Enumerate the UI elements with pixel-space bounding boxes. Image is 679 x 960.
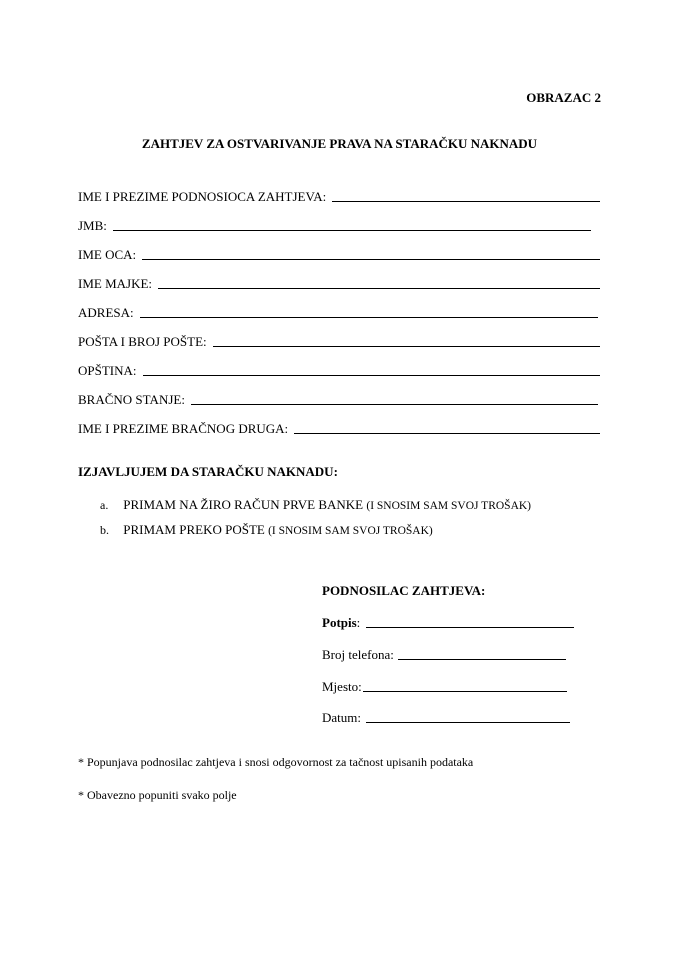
mother-name-field xyxy=(78,274,600,292)
municipality-label: OPŠTINA: xyxy=(78,363,137,378)
footnote-responsibility: * Popunjava podnosilac zahtjeva i snosi odgovornost za tačnost upisanih podataka xyxy=(78,755,474,769)
mother-name-input-line[interactable] xyxy=(158,287,600,289)
address-input-line[interactable] xyxy=(140,316,598,318)
declaration-heading: IZJAVLJUJEM DA STARAČKU NAKNADU: xyxy=(78,464,338,479)
option-bank-account[interactable] xyxy=(100,497,531,513)
spouse-name-label: IME I PREZIME BRAČNOG DRUGA: xyxy=(78,421,289,436)
phone-field xyxy=(322,645,566,663)
option-b-text: PRIMAM PREKO POŠTE xyxy=(123,522,265,537)
option-b-note: (I SNOSIM SAM SVOJ TROŠAK) xyxy=(268,525,433,537)
applicant-name-label: IME I PREZIME PODNOSIOCA ZAHTJEVA: xyxy=(78,189,327,204)
jmb-input-line[interactable] xyxy=(113,229,591,231)
jmb-field xyxy=(78,216,591,234)
phone-input-line[interactable] xyxy=(398,658,566,660)
address-field xyxy=(78,303,598,321)
municipality-field xyxy=(78,361,600,379)
municipality-input-line[interactable] xyxy=(143,374,600,376)
father-name-label: IME OCA: xyxy=(78,247,137,262)
place-field xyxy=(322,677,567,695)
date-field xyxy=(322,708,570,726)
option-a-text: PRIMAM NA ŽIRO RAČUN PRVE BANKE xyxy=(123,497,364,512)
place-input-line[interactable] xyxy=(363,690,567,692)
father-name-field xyxy=(78,245,600,263)
spouse-name-field xyxy=(78,419,600,437)
applicant-name-field xyxy=(78,187,600,205)
option-a-note: (I SNOSIM SAM SVOJ TROŠAK) xyxy=(366,500,532,512)
footnote-mandatory: * Obavezno popuniti svako polje xyxy=(78,788,237,802)
jmb-label: JMB: xyxy=(78,218,107,233)
option-b-marker: b. xyxy=(100,523,109,537)
option-a-marker: a. xyxy=(100,498,109,512)
signature-input-line[interactable] xyxy=(366,626,574,628)
address-label: ADRESA: xyxy=(78,305,134,320)
applicant-name-input-line[interactable] xyxy=(332,200,600,202)
place-label: Mjesto: xyxy=(322,679,362,694)
mother-name-label: IME MAJKE: xyxy=(78,276,153,291)
post-office-field xyxy=(78,332,600,350)
phone-label: Broj telefona: xyxy=(322,647,394,662)
date-label: Datum: xyxy=(322,710,361,725)
date-input-line[interactable] xyxy=(366,721,570,723)
signature-field xyxy=(322,613,574,631)
father-name-input-line[interactable] xyxy=(142,258,600,260)
post-office-label: POŠTA I BROJ POŠTE: xyxy=(78,334,207,349)
page-title: ZAHTJEV ZA OSTVARIVANJE PRAVA NA STARAČKU NAKNADU xyxy=(141,136,538,151)
option-post-office[interactable] xyxy=(100,522,433,538)
applicant-heading: PODNOSILAC ZAHTJEVA: xyxy=(322,583,486,598)
signature-label: Potpis: xyxy=(322,615,361,630)
marital-status-label: BRAČNO STANJE: xyxy=(78,392,185,407)
post-office-input-line[interactable] xyxy=(213,345,600,347)
spouse-name-input-line[interactable] xyxy=(294,432,600,434)
marital-status-field xyxy=(78,390,598,408)
form-number: OBRAZAC 2 xyxy=(526,90,601,105)
marital-status-input-line[interactable] xyxy=(191,403,598,405)
